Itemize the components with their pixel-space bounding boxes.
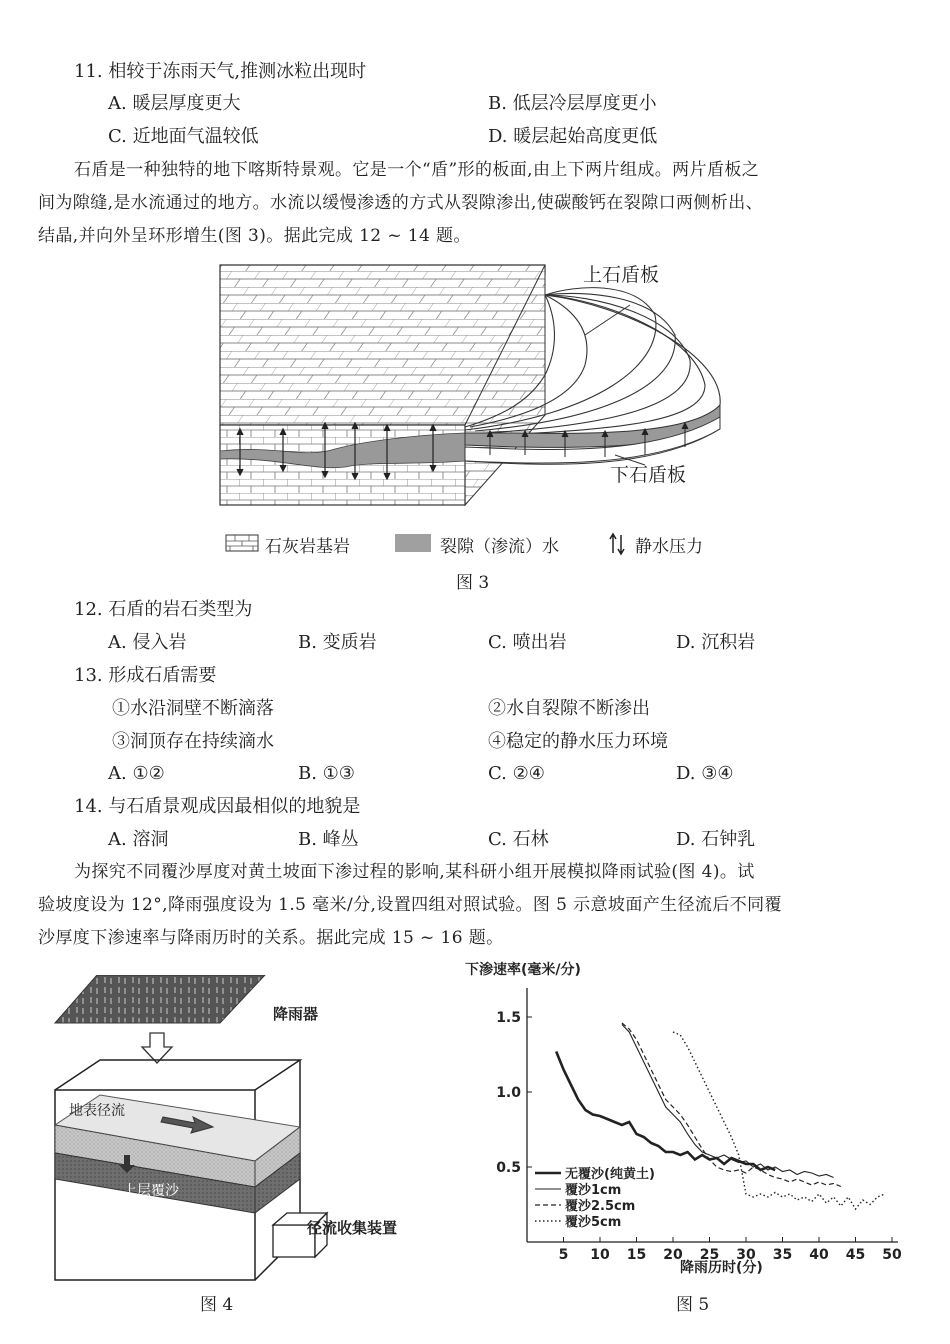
q12-stem: 12. 石盾的岩石类型为 (74, 599, 253, 620)
x-tick-label: 40 (809, 1247, 829, 1263)
x-tick-label: 10 (590, 1247, 610, 1263)
y-tick-label: 0.5 (496, 1160, 521, 1176)
q14-option-d: D. 石钟乳 (676, 829, 756, 850)
q14-option-b: B. 峰丛 (298, 829, 359, 850)
series-line-4 (673, 1032, 885, 1209)
x-tick-label: 50 (882, 1247, 902, 1263)
x-tick-label: 35 (772, 1247, 793, 1263)
intro-paragraph-infiltration (38, 856, 918, 955)
intro1-line3: 结晶,并向外呈环形增生(图 3)。据此完成 12 ~ 14 题。 (38, 226, 471, 246)
q12-option-b: B. 变质岩 (298, 632, 377, 653)
figure-5-caption: 图 5 (676, 1295, 710, 1315)
x-tick-label: 25 (699, 1247, 720, 1263)
legend-label-2: 覆沙1cm (565, 1183, 622, 1198)
chart-axes (496, 988, 902, 1263)
legend-water-swatch (395, 534, 431, 552)
figure-4-caption: 图 4 (200, 1295, 234, 1315)
intro1-line1: 石盾是一种独特的地下喀斯特景观。它是一个“盾”形的板面,由上下两片组成。两片盾板之 (74, 160, 760, 180)
intro2-line2: 验坡度设为 12°,降雨强度设为 1.5 毫米/分,设置四组对照试验。图 5 示意坡面产生径流后不同覆 (38, 895, 782, 915)
q12-option-c: C. 喷出岩 (488, 632, 567, 653)
series-line-3 (622, 1023, 841, 1187)
figure-3-diagram (215, 255, 735, 555)
x-tick-label: 30 (736, 1247, 756, 1263)
upper-shield-label: 上石盾板 (583, 264, 660, 286)
legend-water-label: 裂隙（渗流）水 (440, 537, 559, 557)
q11-option-b: B. 低层冷层厚度更小 (488, 93, 657, 114)
q11-option-a: A. 暖层厚度更大 (108, 93, 241, 114)
q13-item-3: ③洞顶存在持续滴水 (112, 731, 274, 752)
x-tick-label: 45 (845, 1247, 866, 1263)
series-line-2 (622, 1025, 834, 1178)
figure-5-chart (465, 960, 905, 1290)
q12-option-d: D. 沉积岩 (676, 632, 756, 653)
x-tick-label: 20 (663, 1247, 683, 1263)
q13-option-b: B. ①③ (298, 763, 355, 784)
legend-label-4: 覆沙5cm (565, 1215, 622, 1230)
intro2-line1: 为探究不同覆沙厚度对黄土坡面下渗过程的影响,某科研小组开展模拟降雨试验(图 4)。试 (74, 862, 755, 882)
intro2-line3: 沙厚度下渗速率与降雨历时的关系。据此完成 15 ~ 16 题。 (38, 928, 504, 948)
chart-x-axis-label: 降雨历时(分) (680, 1260, 763, 1276)
q13-item-1: ①水沿洞壁不断滴落 (112, 698, 274, 719)
q14-stem: 14. 与石盾景观成因最相似的地貌是 (74, 796, 361, 817)
legend-label-3: 覆沙2.5cm (565, 1199, 636, 1214)
q13-option-d: D. ③④ (676, 763, 734, 784)
lower-shield-label: 下石盾板 (610, 464, 687, 486)
q14-option-c: C. 石林 (488, 829, 549, 850)
runoff-label: 地表径流 (69, 1103, 125, 1119)
y-tick-label: 1.0 (496, 1085, 521, 1101)
figure-3-caption: 图 3 (456, 573, 490, 593)
chart-y-axis-label: 下渗速率(毫米/分) (465, 962, 581, 978)
collector-label: 径流收集装置 (307, 1219, 398, 1237)
rain-down-arrow-icon (142, 1033, 172, 1063)
chart-legend (535, 1166, 655, 1230)
legend-pressure-label: 静水压力 (635, 537, 703, 557)
legend-pressure-arrows-icon (607, 532, 627, 556)
q11-option-c: C. 近地面气温较低 (108, 126, 259, 147)
rain-simulator (55, 975, 265, 1023)
q13-item-2: ②水自裂隙不断渗出 (488, 698, 650, 719)
q13-option-a: A. ①② (108, 763, 165, 784)
q13-item-4: ④稳定的静水压力环境 (488, 731, 668, 752)
rain-simulator-label: 降雨器 (273, 1005, 319, 1023)
figure-4-diagram (45, 975, 445, 1285)
sand-layer-label: 上层覆沙 (123, 1183, 179, 1199)
intro-paragraph-shield (38, 154, 918, 253)
q13-stem: 13. 形成石盾需要 (74, 665, 217, 686)
q14-option-a: A. 溶洞 (108, 829, 169, 850)
series-line-1 (556, 1052, 775, 1171)
intro1-line2: 间为隙缝,是水流通过的地方。水流以缓慢渗透的方式从裂隙渗出,使碳酸钙在裂隙口两侧析出、 (38, 193, 764, 213)
legend-rock-label: 石灰岩基岩 (265, 537, 350, 557)
x-tick-label: 15 (626, 1247, 647, 1263)
q13-option-c: C. ②④ (488, 763, 545, 784)
legend-rock-swatch (225, 534, 259, 552)
x-tick-label: 5 (558, 1247, 569, 1263)
q11-option-d: D. 暖层起始高度更低 (488, 126, 658, 147)
q12-option-a: A. 侵入岩 (108, 632, 187, 653)
q11-stem: 11. 相较于冻雨天气,推测冰粒出现时 (74, 61, 367, 82)
legend-label-1: 无覆沙(纯黄土) (565, 1167, 655, 1182)
y-tick-label: 1.5 (496, 1010, 521, 1026)
